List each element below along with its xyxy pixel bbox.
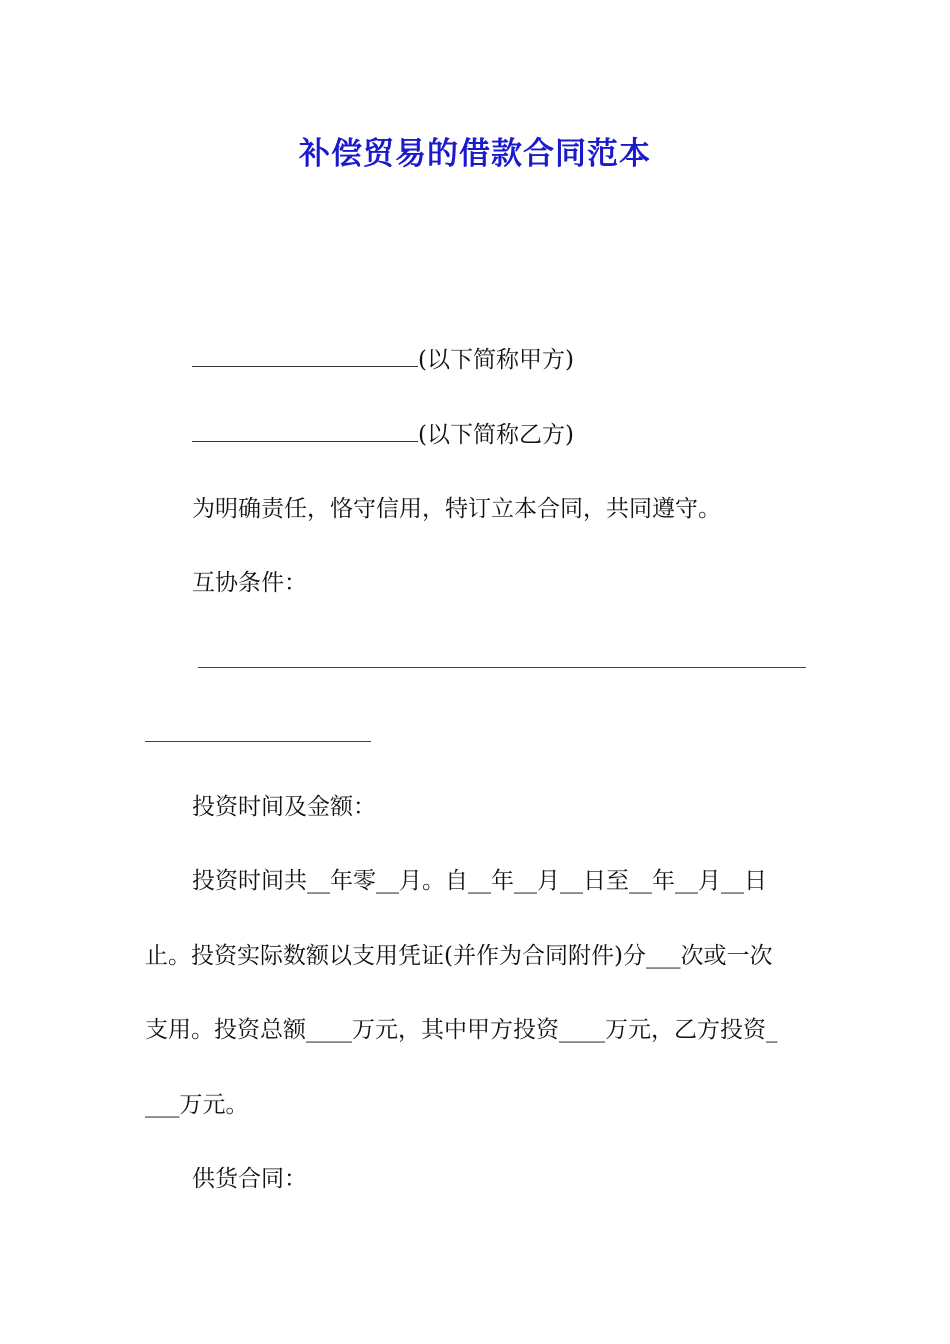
supply-contract-heading: 供货合同：	[192, 1166, 307, 1192]
intro-paragraph: 为明确责任，恪守信用，特订立本合同，共同遵守。	[192, 496, 721, 522]
party-a-blank[interactable]	[192, 344, 418, 367]
party-b-blank[interactable]	[192, 419, 418, 442]
investment-paragraph-line-4: ___万元。	[145, 1092, 249, 1118]
party-b-line	[192, 419, 574, 450]
mutual-conditions-heading: 互协条件：	[192, 570, 307, 596]
party-b-label: (以下简称乙方)	[418, 422, 574, 448]
investment-heading: 投资时间及金额：	[192, 794, 376, 820]
investment-paragraph-line-3: 支用。投资总额____万元，其中甲方投资____万元，乙方投资_	[145, 1017, 778, 1043]
party-a-label: (以下简称甲方)	[418, 347, 574, 373]
document-title: 补偿贸易的借款合同范本	[299, 136, 651, 172]
mutual-conditions-blank-line-2[interactable]	[145, 741, 371, 742]
mutual-conditions-blank-line-1[interactable]	[198, 667, 806, 668]
investment-paragraph-line-1: 投资时间共__年零__月。自__年__月__日至__年__月__日	[192, 868, 767, 894]
investment-paragraph-line-2: 止。投资实际数额以支用凭证(并作为合同附件)分___次或一次	[145, 943, 773, 969]
party-a-line	[192, 344, 574, 375]
